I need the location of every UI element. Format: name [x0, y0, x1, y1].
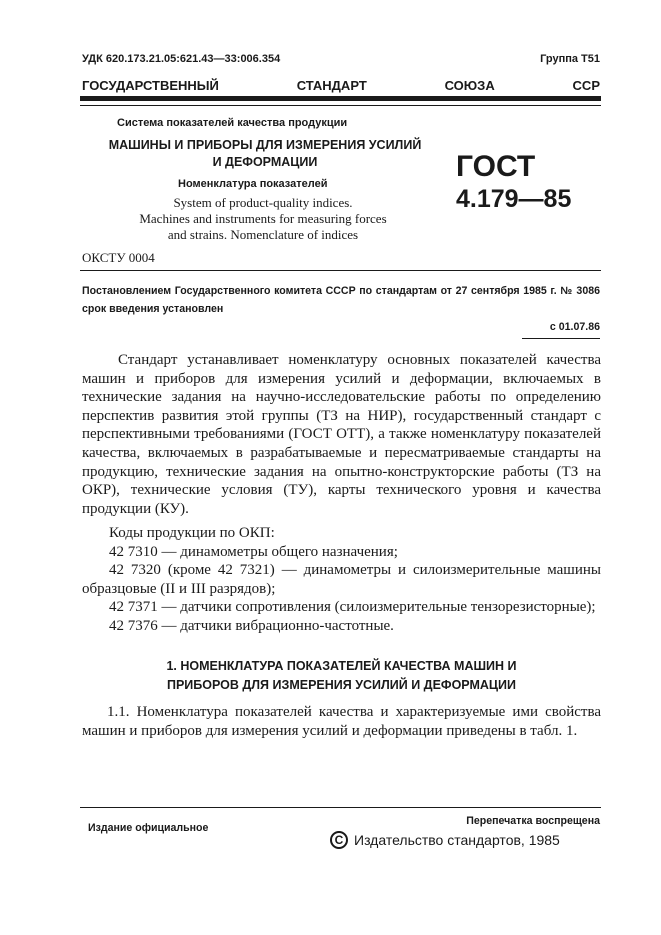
- document-title-line-1: МАШИНЫ И ПРИБОРЫ ДЛЯ ИЗМЕРЕНИЯ УСИЛИЙ: [108, 138, 422, 152]
- english-title: [98, 195, 428, 243]
- section-1-heading: [82, 657, 601, 695]
- publisher-text: Издательство стандартов, 1985: [354, 832, 560, 848]
- okp-codes: [82, 524, 601, 636]
- group-code: Группа Т51: [540, 53, 600, 65]
- document-title: [100, 137, 430, 171]
- gost-label: ГОСТ: [456, 150, 536, 183]
- okp-item: 42 7310 — динамометры общего назначения;: [109, 543, 398, 560]
- effective-date-underline: [522, 338, 600, 339]
- okp-intro: Коды продукции по ОКП:: [109, 525, 275, 541]
- okp-item: 42 7320 (кроме 42 7321) — динамометры и силоизмерительные машины образцовые (II и III разрядов);: [82, 562, 601, 597]
- system-subtitle: Система показателей качества продукции: [117, 117, 348, 129]
- okstu-rule: [80, 270, 601, 271]
- standard-title-word-4: ССР: [572, 78, 600, 93]
- standard-title-word-1: ГОСУДАРСТВЕННЫЙ: [82, 78, 219, 93]
- copyright-icon: C: [330, 831, 348, 849]
- standard-title: [82, 78, 600, 93]
- english-title-line-1: System of product-quality indices.: [173, 195, 353, 210]
- edition-note: Издание официальное: [88, 822, 209, 834]
- section-1-paragraph: 1.1. Номенклатура показателей качества и характеризуемые ими свойства машин и приборов для измерения усилий и деформации приведены в табл. 1.: [82, 704, 601, 739]
- gost-designation: [456, 150, 571, 214]
- document-title-line-2: И ДЕФОРМАЦИИ: [212, 155, 318, 169]
- standard-title-word-2: СТАНДАРТ: [296, 78, 367, 93]
- nomenclature-subtitle: Номенклатура показателей: [178, 178, 328, 190]
- okp-item: 42 7371 — датчики сопротивления (силоизмерительные тензорезисторные);: [109, 599, 596, 616]
- section-1-heading-line-2: ПРИБОРОВ ДЛЯ ИЗМЕРЕНИЯ УСИЛИЙ И ДЕФОРМАЦИИ: [166, 678, 517, 692]
- intro-paragraph: [82, 351, 601, 518]
- effective-date: с 01.07.86: [549, 321, 600, 333]
- section-1-heading-line-1: 1. НОМЕНКЛАТУРА ПОКАЗАТЕЛЕЙ КАЧЕСТВА МАШИН И: [166, 659, 517, 673]
- okp-item: 42 7376 — датчики вибрационно-частотные.: [109, 617, 394, 634]
- gost-number: 4.179—85: [456, 185, 572, 213]
- udk-code: УДК 620.173.21.05:621.43—33:006.354: [82, 53, 281, 65]
- english-title-line-2: Machines and instruments for measuring forces: [139, 211, 387, 226]
- okstu-code: ОКСТУ 0004: [82, 250, 155, 265]
- intro-text: Стандарт устанавливает номенклатуру основных показателей качества машин и приборов для измерения усилий и деформации, включаемых в технические задания на научно-исследовательские работы по определению перспектив развития этой группы (ТЗ на НИР), государственный стандарт с перспективными требованиями (ГОСТ ОТТ), а также номенклатуру показателей качества, включаемых в разрабатываемые и пересматриваемые стандарты на продукцию, технические задания на опытно-конструкторские работы (ТЗ на ОКР), технические условия (ТУ), карты технического уровня и качества продукции (КУ).: [82, 352, 601, 517]
- standard-title-word-3: СОЮЗА: [444, 78, 495, 93]
- decree-text: Постановлением Государственного комитета СССР по стандартам от 27 сентября 1985 г. № 3086 срок введения установлен: [82, 285, 600, 315]
- header-rule-thick: [80, 96, 601, 101]
- header-rule-thin: [80, 105, 601, 106]
- reprint-note: Перепечатка воспрещена: [466, 815, 600, 827]
- english-title-line-3: and strains. Nomenclature of indices: [167, 227, 359, 242]
- publisher-line: [330, 831, 560, 849]
- footer-rule: [80, 807, 601, 808]
